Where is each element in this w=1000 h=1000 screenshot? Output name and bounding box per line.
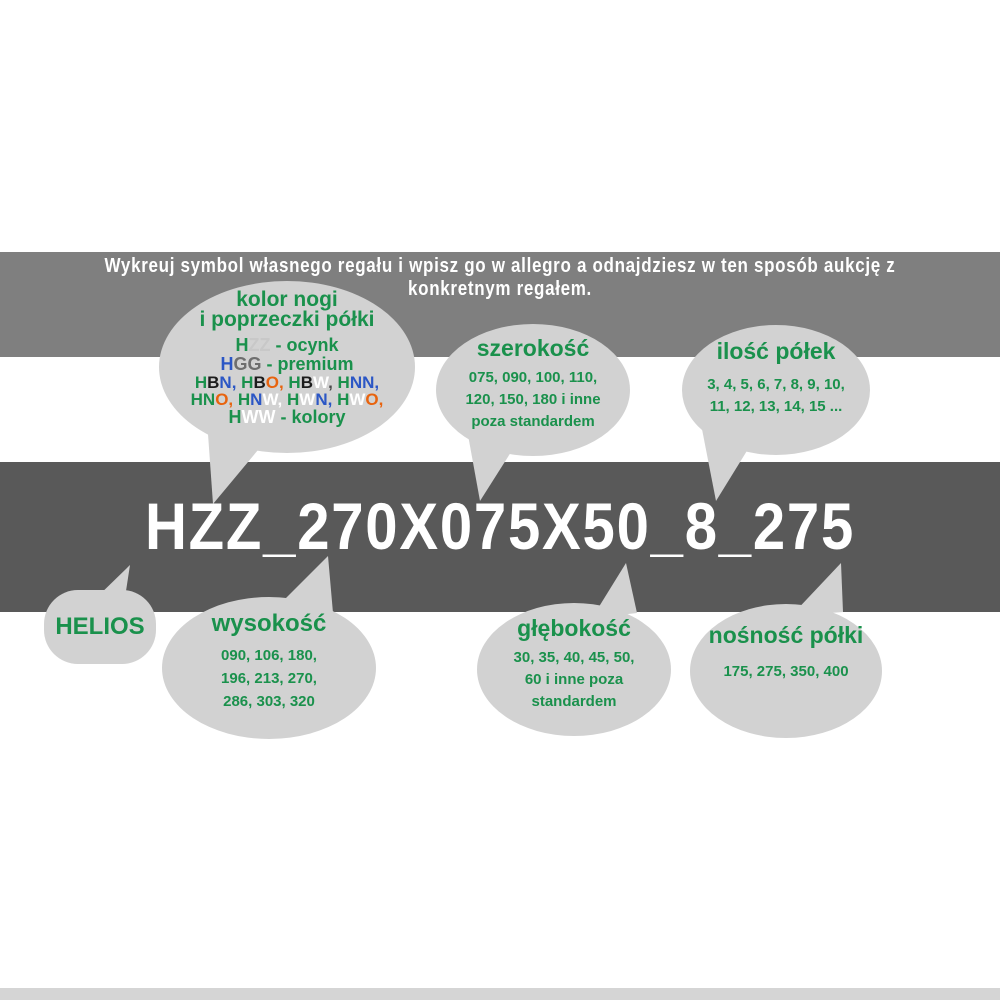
ilosc-values-line2: 11, 12, 13, 14, 15 ... bbox=[709, 398, 843, 415]
bubble-szerokosc-title: szerokość bbox=[476, 335, 590, 361]
code-line-row2: HNO, HNW, HWN, HWO, bbox=[190, 390, 384, 409]
ilosc-values-line1: 3, 4, 5, 6, 7, 8, 9, 10, bbox=[707, 376, 845, 393]
code-line-hww: HWW - kolory bbox=[228, 407, 346, 427]
bubble-wysokosc bbox=[162, 597, 376, 739]
nosnosc-values-line1: 175, 275, 350, 400 bbox=[723, 663, 849, 680]
bubble-nosnosc-title: nośność półki bbox=[708, 622, 864, 648]
bubble-ilosc-values bbox=[707, 374, 845, 418]
szerokosc-values-line1: 075, 090, 100, 110, bbox=[468, 369, 598, 386]
code-line-hzz: HZZ - ocynk bbox=[235, 335, 339, 355]
bubble-wysokosc-title: wysokość bbox=[211, 610, 327, 637]
bubble-kolor-nogi bbox=[159, 281, 415, 453]
glebokosc-values-line1: 30, 35, 40, 45, 50, bbox=[513, 649, 635, 666]
glebokosc-values-line3: standardem bbox=[531, 693, 617, 710]
bubble-nosnosc-polki bbox=[690, 604, 882, 738]
wysokosc-values-line1: 090, 106, 180, bbox=[221, 647, 317, 664]
bubble-wysokosc-values bbox=[221, 644, 317, 713]
bubble-ilosc-polek bbox=[682, 325, 870, 455]
szerokosc-values-line2: 120, 150, 180 i inne bbox=[465, 391, 601, 408]
bubble-szerokosc bbox=[436, 324, 630, 456]
szerokosc-values-line3: poza standardem bbox=[471, 413, 595, 430]
glebokosc-values-line2: 60 i inne poza bbox=[524, 671, 624, 688]
code-line-hgg: HGG - premium bbox=[220, 354, 354, 374]
banner-line-1: Wykreuj symbol własnego regału i wpisz go w allegro a odnajdziesz w ten sposób aukcję z bbox=[104, 255, 896, 277]
bubble-helios-title: HELIOS bbox=[55, 613, 145, 640]
bubble-glebokosc-values bbox=[514, 647, 635, 713]
bubble-ilosc-title: ilość półek bbox=[716, 338, 836, 364]
wysokosc-values-line2: 196, 213, 270, bbox=[221, 670, 317, 687]
bubble-kolor-title-line1: kolor nogi bbox=[236, 288, 338, 311]
bubble-glebokosc-title: głębokość bbox=[517, 615, 631, 641]
code-line-row1: HBN, HBO, HBW, HNN, bbox=[194, 373, 380, 392]
wysokosc-values-line3: 286, 303, 320 bbox=[223, 693, 315, 710]
product-code-text: HZZ_270X075X50_8_275 bbox=[144, 489, 856, 563]
bubble-helios bbox=[44, 590, 156, 664]
color-code-list bbox=[191, 336, 384, 427]
bubble-kolor-title-line2: i poprzeczki półki bbox=[199, 308, 375, 331]
bubble-nosnosc-values bbox=[723, 661, 848, 683]
banner-text bbox=[75, 255, 925, 301]
bubble-glebokosc bbox=[477, 603, 671, 736]
bubble-szerokosc-values bbox=[465, 367, 600, 433]
banner-line-2: konkretnym regałem. bbox=[408, 278, 592, 300]
